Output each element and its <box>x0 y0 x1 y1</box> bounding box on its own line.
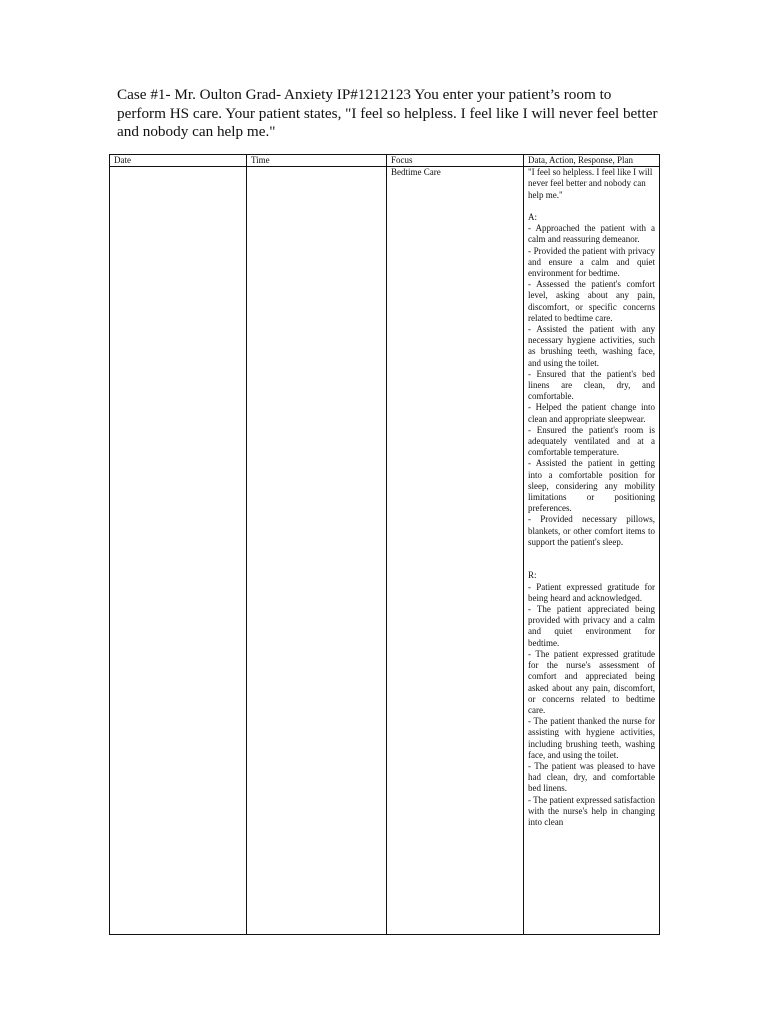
response-item: - The patient expressed gratitude for the nurse's assessment of comfort and appreciated being asked about any pain, discomfort, or concerns related to bedtime care. <box>528 648 655 715</box>
header-time: Time <box>247 155 387 167</box>
dar-cell <box>524 167 660 935</box>
response-label: R: <box>528 570 537 581</box>
action-item: - Ensured that the patient's bed linens are clean, dry, and comfortable. <box>528 368 655 402</box>
response-item: - The patient appreciated being provided with privacy and a calm and quiet environment for bedtime. <box>528 604 655 648</box>
action-item: - Helped the patient change into clean and appropriate sleepwear. <box>528 402 655 424</box>
time-cell <box>247 167 387 935</box>
action-item: - Assisted the patient in getting into a comfortable position for sleep, considering any mobility limitations or positioning preferences. <box>528 458 655 514</box>
action-item: - Approached the patient with a calm and reassuring demeanor. <box>528 223 655 245</box>
header-dar: Data, Action, Response, Plan <box>524 155 660 167</box>
table-row <box>110 167 660 935</box>
response-item: - The patient was pleased to have had clean, dry, and comfortable bed linens. <box>528 760 655 794</box>
charting-table <box>109 154 660 935</box>
date-cell <box>110 167 247 935</box>
table-header-row <box>110 155 660 167</box>
response-item: - The patient expressed satisfaction with the nurse's help in changing into clean <box>528 794 655 827</box>
action-label: A: <box>528 212 537 222</box>
response-item: - The patient thanked the nurse for assisting with hygiene activities, including brushing teeth, washing face, and using the toilet. <box>528 716 655 760</box>
case-heading: Case #1- Mr. Oulton Grad- Anxiety IP#1212123 You enter your patient’s room to perform HS care. Your patient states, "I feel so helpless. I feel like I will never feel better and nobody can help me." <box>117 86 658 141</box>
patient-quote: "I feel so helpless. I feel like I will never feel better and nobody can help me." <box>528 167 653 200</box>
focus-cell: Bedtime Care <box>387 167 524 935</box>
header-date: Date <box>110 155 247 167</box>
action-item: - Assisted the patient with any necessary hygiene activities, such as brushing teeth, washing face, and using the toilet. <box>528 324 655 368</box>
action-item: - Provided the patient with privacy and ensure a calm and quiet environment for bedtime. <box>528 245 655 279</box>
response-item: - Patient expressed gratitude for being heard and acknowledged. <box>528 581 655 603</box>
action-item: - Provided necessary pillows, blankets, or other comfort items to support the patient's sleep. <box>528 514 655 547</box>
header-focus: Focus <box>387 155 524 167</box>
action-item: - Ensured the patient's room is adequately ventilated and at a comfortable temperature. <box>528 424 655 458</box>
action-item: - Assessed the patient's comfort level, asking about any pain, discomfort, or specific concerns related to bedtime care. <box>528 279 655 323</box>
